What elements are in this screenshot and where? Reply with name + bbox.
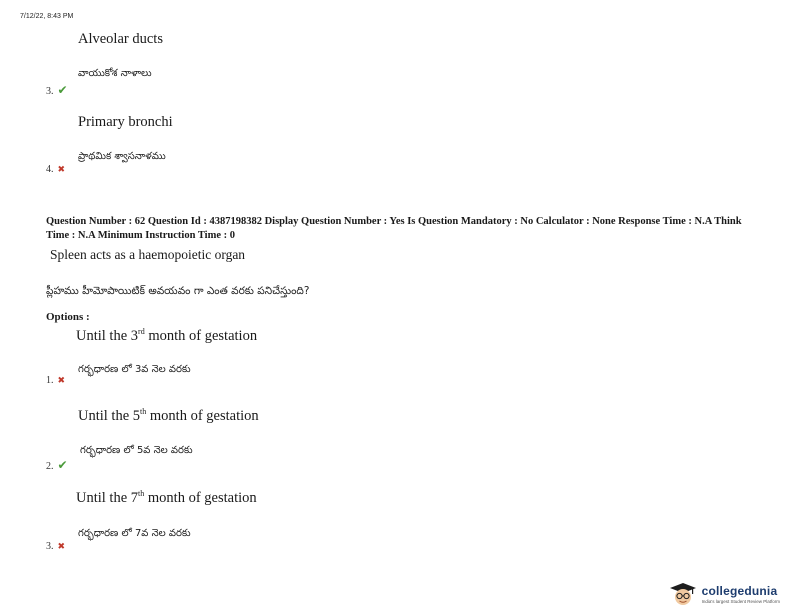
option-number-label: 1. xyxy=(46,375,54,386)
option-number xyxy=(46,458,68,472)
option-number xyxy=(46,375,65,386)
check-icon: ✔ xyxy=(57,458,68,472)
brand-name: collegedunia xyxy=(701,584,778,598)
option-text: Primary bronchi xyxy=(78,114,173,130)
option-telugu: వాయుకోశ నాళాలు xyxy=(78,68,152,79)
options-label: Options : xyxy=(46,311,90,323)
question-text-telugu: ప్లీహము హీమోపాయిటిక్ అవయవం గా ఎంత వరకు పనిచేస్తుంది? xyxy=(46,285,310,297)
option-telugu: గర్భధారణ లో 3వ నెల వరకు xyxy=(78,364,191,375)
option-text: Until the 3rd month of gestation xyxy=(76,327,258,344)
question-text: Spleen acts as a haemopoietic organ xyxy=(50,247,246,262)
option-text: Alveolar ducts xyxy=(78,31,163,47)
mascot-icon xyxy=(668,581,698,607)
brand-tagline: India's largest Student Review Platform xyxy=(701,599,780,604)
collegedunia-logo xyxy=(668,581,780,607)
option-number-label: 2. xyxy=(46,461,54,472)
option-number xyxy=(46,164,65,175)
question-header: Question Number : 62 Question Id : 4387198382 Display Question Number : Yes Is Question Mandatory : No Calculator : None Response Time : N.A Think Time : N.A Minimum Instruction Time : 0 xyxy=(46,216,742,241)
cross-icon: ✖ xyxy=(57,165,66,175)
option-number xyxy=(46,541,65,552)
check-icon: ✔ xyxy=(57,83,68,97)
cross-icon: ✖ xyxy=(57,376,66,386)
option-number xyxy=(46,83,68,97)
option-telugu: గర్భధారణ లో 5వ నెల వరకు xyxy=(80,445,193,456)
option-telugu: గర్భధారణ లో 7వ నెల వరకు xyxy=(78,528,191,539)
option-telugu: ప్రాథమిక శ్వాసనాళము xyxy=(78,151,166,162)
option-number-label: 3. xyxy=(46,541,54,552)
timestamp: 7/12/22, 8:43 PM xyxy=(20,13,74,20)
option-number-label: 3. xyxy=(46,86,54,97)
option-text: Until the 7th month of gestation xyxy=(76,489,257,506)
cross-icon: ✖ xyxy=(57,542,66,552)
option-text: Until the 5th month of gestation xyxy=(78,407,259,424)
option-number-label: 4. xyxy=(46,164,54,175)
